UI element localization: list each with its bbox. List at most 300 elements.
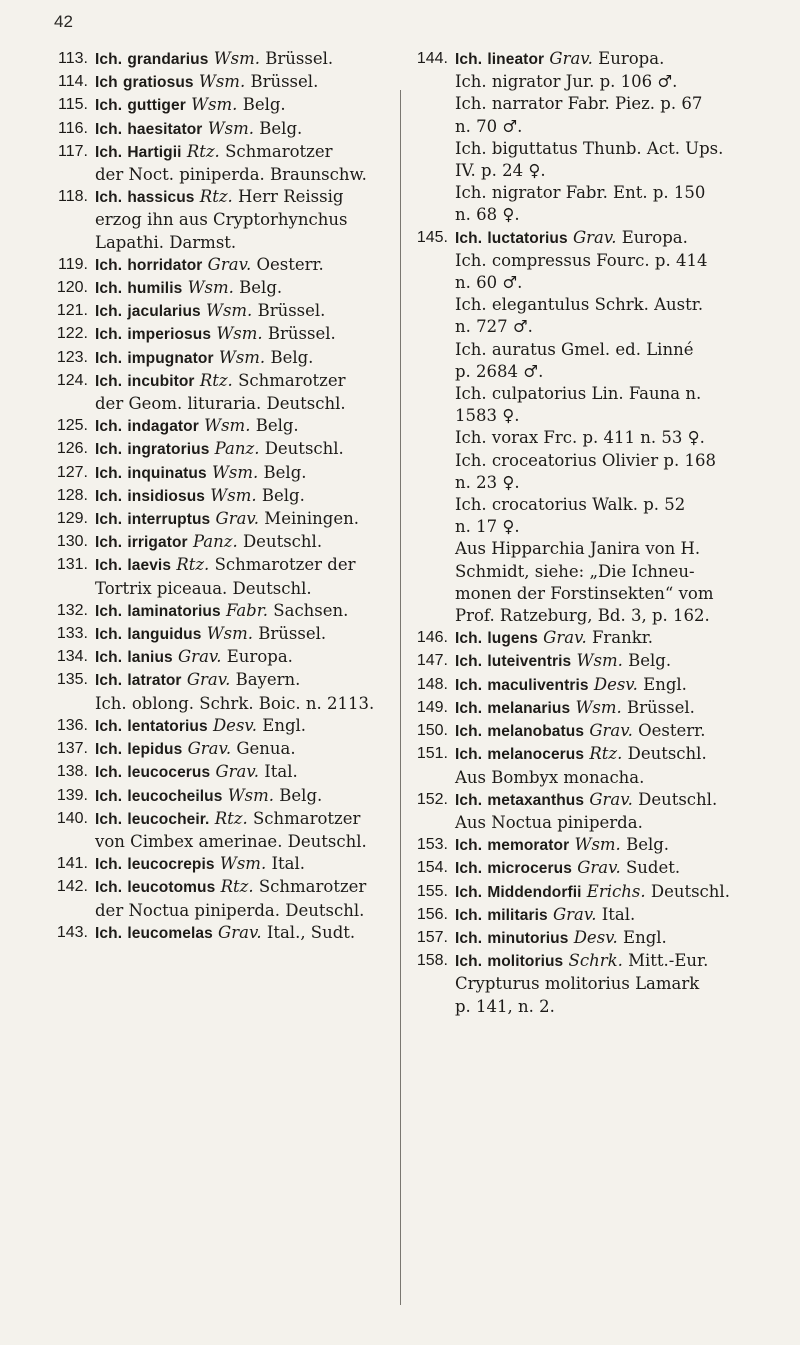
entry-number: 151. [416,745,448,763]
entry-locality: Belg. [628,651,672,671]
entry-locality: Europa. [621,227,688,247]
entry-number: 146. [416,629,448,647]
catalog-entry [52,71,394,94]
entry-number: 138. [56,763,88,781]
entry-locality: Belg. [626,835,670,855]
entry-text [95,508,394,531]
entry-author: Desv. [593,674,638,694]
entry-continuation: Prof. Ratzeburg, Bd. 3, p. 162. [455,606,710,626]
entry-author: Grav. [572,227,617,247]
entry-text [455,904,762,927]
catalog-entry [412,927,762,950]
catalog-entry [52,853,394,876]
entry-genus: Ich. [95,626,123,644]
entry-number: 114. [58,73,88,91]
entry-species: interruptus [127,511,211,529]
entry-genus: Ich. [95,349,123,367]
entry-text [95,554,394,577]
entry-continuation: Ich. culpatorius Lin. Fauna n. [455,384,702,404]
entry-text [95,922,394,945]
entry-locality: Belg. [259,118,303,138]
entry-locality: Ital. [601,904,636,924]
entry-continuation: Ich. compressus Fourc. p. 414 [455,250,708,270]
entry-text [95,738,394,761]
entry-continuation: n. 60 ♂. [455,273,523,293]
catalog-entry [412,227,762,250]
entry-continuation: Ich. oblong. Schrk. Boic. n. 2113. [95,693,375,713]
entry-genus: Ich. [455,630,483,648]
entry-text [95,669,394,692]
entry-author: Wsm. [216,324,263,344]
entry-genus: Ich. [455,723,483,741]
catalog-entry [52,922,394,945]
entry-locality: Deutschl. [242,532,323,552]
entry-author: Wsm. [204,416,251,436]
catalog-entry [52,761,394,784]
entry-species: laminatorius [127,602,221,620]
entry-species: lugens [487,630,538,648]
entry-number: 124. [56,371,88,389]
entry-continuation: n. 70 ♂. [455,116,523,136]
entry-species: inquinatus [127,464,207,482]
entry-continuation: IV. p. 24 ♀. [455,161,546,181]
entry-genus: Ich. [455,860,483,878]
entry-species: guttiger [127,97,186,115]
catalog-entry [52,415,394,438]
entry-species: horridator [127,256,203,274]
entry-text [95,347,394,370]
entry-species: metaxanthus [487,791,585,809]
entry-locality: Brüssel. [250,72,319,92]
catalog-entry [52,118,394,141]
entry-continuation: der Noctua piniperda. Deutschl. [95,900,365,920]
entry-continuation: Schmidt, siehe: „Die Ichneu- [455,561,695,581]
entry-text [95,876,394,899]
entry-number: 131. [56,556,88,574]
entry-locality: Europa. [598,49,665,68]
entry-locality: Engl. [623,927,667,947]
catalog-entry [52,785,394,808]
entry-continuation: 1583 ♀. [455,406,520,426]
entry-species: minutorius [487,929,569,947]
entry-species: ingratorius [127,441,210,459]
entry-continuation: Ich. croceatorius Olivier p. 168 [455,450,716,470]
entry-locality: Brüssel. [267,324,336,344]
entry-species: indagator [127,418,199,436]
catalog-entry [52,347,394,370]
entry-number: 135. [56,671,88,689]
entry-number: 127. [56,463,88,481]
entry-text [95,415,394,438]
entry-author: Grav. [589,721,633,741]
entry-text [95,118,394,141]
entry-species: melanobatus [487,723,585,741]
entry-genus: Ich. [95,741,123,759]
entry-number: 113. [58,50,88,67]
entry-locality: Frankr. [591,628,654,648]
entry-author: Fabr. [225,600,269,620]
entry-author: Grav. [543,628,587,648]
entry-author: Rtz. [199,187,233,207]
entry-locality: Genua. [236,739,296,759]
entry-text [455,650,762,673]
catalog-entry [52,554,394,577]
column-divider [400,90,401,1305]
entry-species: Hartigii [127,143,182,161]
entry-species: leucocerus [127,764,211,782]
entry-text [455,697,762,720]
entry-author: Rtz. [199,370,233,390]
catalog-entry [52,254,394,277]
entry-text [455,927,762,950]
entry-author: Grav. [215,762,259,782]
entry-text [95,785,394,808]
entry-number: 125. [56,417,88,435]
entry-author: Wsm. [191,95,238,115]
entry-genus: Ich. [95,787,123,805]
entry-species: languidus [127,626,202,644]
entry-continuation: Aus Bombyx monacha. [455,767,645,787]
entry-genus: Ich. [95,810,123,828]
entry-text [95,186,394,209]
entry-species: haesitator [127,120,203,138]
entry-author: Grav. [577,858,621,878]
entry-locality: Mitt.-Eur. [628,951,709,971]
entry-number: 121. [56,302,88,320]
entry-genus: Ich. [95,856,123,874]
entry-text [455,674,762,697]
entry-continuation: Ich. narrator Fabr. Piez. p. 67 [455,94,703,114]
entry-species: microcerus [487,860,572,878]
entry-genus: Ich. [95,441,123,459]
entry-number: 152. [416,790,448,808]
entry-species: leucocheilus [127,787,223,805]
entry-genus: Ich. [95,189,123,207]
entry-text [455,627,762,650]
entry-text [455,950,762,973]
catalog-entry [52,323,394,346]
catalog-entry [52,277,394,300]
catalog-entry [52,808,394,831]
catalog-entry [52,508,394,531]
entry-genus: Ich. [95,120,123,138]
entry-genus: Ich. [95,303,123,321]
catalog-entry [52,485,394,508]
entry-author: Grav. [552,904,597,924]
entry-author: Wsm. [210,485,257,505]
entry-text [455,743,762,766]
entry-author: Wsm. [576,651,623,671]
entry-author: Wsm. [227,785,275,805]
entry-continuation: p. 141, n. 2. [455,996,555,1016]
entry-genus: Ich. [95,602,123,620]
entry-text [95,715,394,738]
entry-text [95,761,394,784]
entry-author: Panz. [192,532,238,552]
entry-author: Panz. [214,439,260,459]
entry-continuation: Ich. auratus Gmel. ed. Linné [455,339,694,359]
entry-genus: Ich [95,74,118,92]
entry-continuation: der Geom. lituraria. Deutschl. [95,394,346,414]
entry-author: Grav. [589,789,633,809]
entry-author: Grav. [178,647,222,667]
entry-text [95,623,394,646]
entry-locality: Belg. [255,416,299,436]
entry-locality: Ital., Sudt. [266,922,356,942]
entry-number: 129. [56,510,88,528]
entry-locality: Bayern. [235,670,301,690]
entry-species: grandarius [127,51,209,68]
entry-text [95,531,394,554]
entry-species: Middendorfii [487,883,582,901]
entry-number: 136. [56,716,88,734]
entry-number: 123. [56,348,88,366]
entry-number: 117. [58,142,88,160]
entry-continuation: n. 23 ♀. [455,472,520,492]
entry-text [95,48,394,71]
entry-species: gratiosus [122,74,194,92]
entry-locality: Deutschl. [638,789,718,809]
entry-continuation: von Cimbex amerinae. Deutschl. [95,831,367,851]
entry-locality: Meiningen. [264,509,359,529]
entry-locality: Belg. [261,485,305,505]
entry-genus: Ich. [95,51,123,68]
catalog-entry [412,789,762,812]
entry-genus: Ich. [95,924,123,942]
entry-locality: Deutschl. [650,881,730,901]
entry-text [95,141,394,164]
catalog-entry [52,48,394,71]
entry-continuation: Aus Noctua piniperda. [455,812,643,832]
entry-text [95,277,394,300]
entry-continuation: Ich. biguttatus Thunb. Act. Ups. [455,138,724,158]
entry-continuation: erzog ihn aus Cryptorhynchus [95,210,348,230]
entry-species: melanocerus [487,746,585,764]
entry-continuation: monen der Forstinsekten“ vom [455,583,714,603]
entry-author: Desv. [573,927,618,947]
entry-genus: Ich. [95,649,123,667]
catalog-entry [52,715,394,738]
entry-continuation: n. 17 ♀. [455,517,520,537]
entry-continuation: Ich. elegantulus Schrk. Austr. [455,295,704,315]
entry-locality: Belg. [263,462,307,482]
entry-continuation: Aus Hipparchia Janira von H. [455,539,701,559]
entry-author: Rtz. [214,808,248,828]
entry-number: 144. [416,50,448,67]
entry-genus: Ich. [95,143,123,161]
entry-genus: Ich. [95,280,123,298]
entry-genus: Ich. [95,418,123,436]
catalog-entry [52,438,394,461]
catalog-entry [412,720,762,743]
entry-locality: Ital. [271,854,305,874]
entry-locality: Ital. [264,762,298,782]
entry-genus: Ich. [95,764,123,782]
entry-author: Grav. [207,254,252,274]
entry-genus: Ich. [455,837,483,855]
entry-genus: Ich. [95,487,123,505]
entry-locality: Brüssel. [258,624,327,644]
catalog-entry [52,186,394,209]
entry-genus: Ich. [455,746,483,764]
entry-author: Rtz. [589,744,623,764]
entry-author: Wsm. [211,462,259,482]
entry-text [95,462,394,485]
entry-text [95,485,394,508]
catalog-entry [52,300,394,323]
entry-species: lentatorius [127,717,208,735]
entry-author: Wsm. [207,118,255,138]
entry-text [95,808,394,831]
entry-genus: Ich. [455,229,483,247]
entry-number: 133. [56,625,88,643]
entry-number: 148. [416,675,448,693]
entry-text [455,789,762,812]
entry-text [95,254,394,277]
entry-number: 155. [416,882,448,900]
entry-number: 154. [416,859,448,877]
entry-species: luteiventris [487,653,572,671]
entry-number: 116. [58,119,88,137]
entry-genus: Ich. [95,557,123,575]
entry-species: latrator [127,672,182,690]
entry-species: imperiosus [127,326,212,344]
entry-genus: Ich. [455,883,483,901]
entry-continuation: Ich. nigrator Jur. p. 106 ♂. [455,72,678,92]
entry-species: laevis [127,557,172,575]
entry-genus: Ich. [455,906,483,924]
entry-author: Desv. [212,715,258,735]
entry-text [95,323,394,346]
catalog-entry [412,834,762,857]
entry-author: Wsm. [213,49,261,68]
entry-author: Wsm. [206,624,254,644]
entry-species: irrigator [127,534,188,552]
entry-genus: Ich. [455,953,483,971]
entry-locality: Europa. [226,647,293,667]
entry-locality: Brüssel. [265,49,334,68]
entry-genus: Ich. [95,326,123,344]
catalog-entry [52,646,394,669]
entry-genus: Ich. [95,372,123,390]
entry-genus: Ich. [95,464,123,482]
entry-author: Grav. [218,922,262,942]
entry-text [455,881,762,904]
left-column [52,48,394,945]
catalog-entry [52,531,394,554]
entry-number: 126. [56,440,88,458]
catalog-entry [412,627,762,650]
entry-number: 120. [56,279,88,297]
entry-number: 132. [56,601,88,619]
catalog-entry [412,674,762,697]
entry-genus: Ich. [455,676,483,694]
catalog-entry [52,141,394,164]
entry-author: Wsm. [218,347,266,367]
entry-locality: Schmarotzer [252,808,361,828]
entry-locality: Engl. [262,715,307,735]
entry-number: 130. [56,533,88,551]
entry-locality: Belg. [279,785,323,805]
entry-text [95,646,394,669]
entry-author: Grav. [549,49,593,68]
entry-locality: Belg. [242,95,286,115]
entry-author: Rtz. [220,877,254,897]
catalog-entry [52,94,394,117]
entry-species: lepidus [127,741,183,759]
entry-species: incubitor [127,372,195,390]
entry-number: 118. [58,188,88,206]
entry-locality: Deutschl. [264,439,344,459]
entry-genus: Ich. [455,929,483,947]
entry-locality: Oesterr. [256,254,324,274]
entry-locality: Deutschl. [627,744,707,764]
entry-text [455,857,762,880]
entry-text [95,600,394,623]
entry-species: jacularius [127,303,201,321]
entry-species: leucocrepis [127,856,215,874]
entry-number: 145. [416,228,448,246]
catalog-entry [52,462,394,485]
entry-number: 128. [56,486,88,504]
entry-author: Rtz. [186,141,220,161]
entry-number: 134. [56,648,88,666]
entry-continuation: n. 727 ♂. [455,317,533,337]
entry-author: Wsm. [187,278,234,298]
entry-genus: Ich. [455,791,483,809]
entry-author: Grav. [215,509,260,529]
entry-text [455,720,762,743]
entry-locality: Schmarotzer [238,370,346,390]
entry-genus: Ich. [95,256,123,274]
entry-genus: Ich. [95,511,123,529]
entry-number: 153. [416,836,448,854]
entry-text [95,853,394,876]
entry-genus: Ich. [455,51,483,68]
entry-continuation: Lapathi. Darmst. [95,232,237,252]
entry-author: Wsm. [198,72,246,92]
entry-locality: Brüssel. [257,301,326,321]
catalog-entry [52,370,394,393]
catalog-entry [52,623,394,646]
entry-locality: Engl. [643,674,687,694]
entry-genus: Ich. [455,653,483,671]
catalog-entry [412,881,762,904]
catalog-entry [52,876,394,899]
entry-continuation: p. 2684 ♂. [455,361,544,381]
entry-locality: Belg. [239,278,283,298]
entry-text [95,94,394,117]
entry-genus: Ich. [95,879,123,897]
entry-number: 119. [58,255,88,273]
entry-number: 149. [416,698,448,716]
entry-species: hassicus [127,189,195,207]
entry-species: militaris [487,906,548,924]
catalog-entry [412,857,762,880]
entry-species: leucomelas [127,924,213,942]
entry-locality: Sachsen. [273,600,349,620]
entry-genus: Ich. [95,672,123,690]
entry-text [95,370,394,393]
entry-locality: Belg. [270,347,314,367]
entry-number: 141. [56,855,88,873]
entry-text [95,71,394,94]
entry-species: luctatorius [487,229,568,247]
entry-text [455,834,762,857]
right-column [412,48,762,1018]
catalog-entry [412,904,762,927]
entry-number: 115. [58,96,88,114]
